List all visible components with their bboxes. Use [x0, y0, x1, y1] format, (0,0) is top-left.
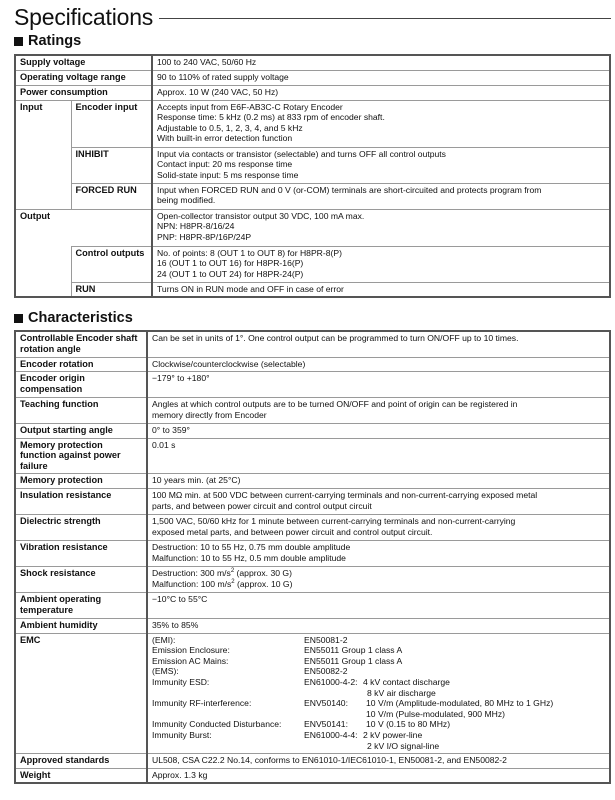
row-label: Input	[15, 100, 71, 209]
row-label: Weight	[15, 768, 147, 783]
row-sublabel: INHIBIT	[71, 147, 152, 183]
row-sublabel: RUN	[71, 282, 152, 297]
characteristics-heading	[14, 310, 133, 326]
table-row	[15, 55, 610, 70]
table-row	[15, 183, 610, 209]
row-value: Approx. 10 W (240 VAC, 50 Hz)	[152, 85, 610, 100]
row-sublabel: Control outputs	[71, 246, 152, 282]
row-label: Memory protection	[15, 474, 147, 489]
table-row	[15, 619, 610, 634]
page-title: Specifications	[14, 4, 154, 30]
row-label: Approved standards	[15, 754, 147, 769]
row-label: Operating voltage range	[15, 70, 152, 85]
table-row	[15, 567, 610, 593]
table-row	[15, 147, 610, 183]
row-value: Open-collector transistor output 30 VDC, 100 mA max. NPN: H8PR-8/16/24 PNP: H8PR-8P/16P/24P	[152, 209, 610, 246]
ratings-heading-text: Ratings	[28, 33, 82, 49]
row-value: Destruction: 10 to 55 Hz, 0.75 mm double amplitude Malfunction: 10 to 55 Hz, 0.5 mm double amplitude	[147, 541, 610, 567]
row-label: Ambient humidity	[15, 619, 147, 634]
table-row	[15, 282, 610, 297]
row-label: Ambient operating temperature	[15, 593, 147, 619]
emc-value	[147, 633, 610, 754]
row-value: 90 to 110% of rated supply voltage	[152, 70, 610, 85]
table-row	[15, 246, 610, 282]
table-row	[15, 768, 610, 783]
table-row-emc	[15, 633, 610, 754]
row-value: 100 MΩ min. at 500 VDC between current-carrying terminals and non-current-carrying exposed metal parts, and between power circuit and control output circuit	[147, 489, 610, 515]
table-row	[15, 398, 610, 424]
row-value: 10 years min. (at 25°C)	[147, 474, 610, 489]
table-row	[15, 70, 610, 85]
row-value: 0.01 s	[147, 438, 610, 474]
row-value: 0° to 359°	[147, 424, 610, 439]
row-label: Vibration resistance	[15, 541, 147, 567]
characteristics-table	[14, 330, 611, 784]
table-row	[15, 515, 610, 541]
row-value: Accepts input from E6F-AB3C-C Rotary Encoder Response time: 5 kHz (0.2 ms) at 833 rpm of encoder shaft. Adjustable to 0.5, 1, 2, 3, 4, and 5 kHz With built-in error detection function	[152, 100, 610, 147]
table-row	[15, 85, 610, 100]
row-sublabel: Encoder input	[71, 100, 152, 147]
table-row	[15, 424, 610, 439]
row-label: Supply voltage	[15, 55, 152, 70]
title-rule-divider	[159, 18, 611, 19]
table-row	[15, 438, 610, 474]
emc-grid: (EMI): EN50081-2 Emission Enclosure: EN55011 Group 1 class A Emission AC Mains: EN55011 Group 1 class A (EMS): EN50082-2 Immunity ESD: EN61000-4-2: 4 kV contact discharge 8 kV air discharge Immunity RF-interference: ENV50140: 10 V/m (Amplitude-modulated, 80 MHz to 1 GHz) 10 V/m (Pulse-modulated, 900 MHz) Immunity Conducted Disturbance: ENV50141: 10 V (0.15 to 80 MHz) Immunity Burst: EN61000-4-4: 2 kV power-line 2 kV I/O signal-line	[152, 634, 554, 751]
row-label: Memory protection function against power failure	[15, 438, 147, 474]
row-label: Insulation resistance	[15, 489, 147, 515]
table-row	[15, 754, 610, 769]
table-row	[15, 331, 610, 357]
row-value: Turns ON in RUN mode and OFF in case of error	[152, 282, 610, 297]
row-value: 35% to 85%	[147, 619, 610, 634]
ratings-heading	[14, 33, 81, 49]
square-bullet-icon	[14, 314, 23, 323]
square-bullet-icon	[14, 37, 23, 46]
row-value: Input via contacts or transistor (selectable) and turns OFF all control outputs Contact input: 20 ms response time Solid-state input: 5 ms response time	[152, 147, 610, 183]
row-value: Approx. 1.3 kg	[147, 768, 610, 783]
table-row	[15, 489, 610, 515]
page-title-row	[14, 0, 611, 34]
row-label: Output	[15, 209, 152, 246]
row-value: Can be set in units of 1°. One control output can be programmed to turn ON/OFF up to 10 times.	[147, 331, 610, 357]
row-label: Encoder origin compensation	[15, 372, 147, 398]
row-label: EMC	[15, 633, 147, 754]
table-row	[15, 209, 610, 246]
row-value: Clockwise/counterclockwise (selectable)	[147, 357, 610, 372]
table-row	[15, 357, 610, 372]
row-label: Dielectric strength	[15, 515, 147, 541]
row-value: 1,500 VAC, 50/60 kHz for 1 minute between current-carrying terminals and non-current-carrying exposed metal parts, and between power circuit and control output circuit.	[147, 515, 610, 541]
row-label: Teaching function	[15, 398, 147, 424]
row-label: Controllable Encoder shaft rotation angle	[15, 331, 147, 357]
row-value: Input when FORCED RUN and 0 V (or-COM) terminals are short-circuited and protects program from being modified.	[152, 183, 610, 209]
row-spacer	[15, 246, 71, 297]
table-row	[15, 474, 610, 489]
row-value: Destruction: 300 $m/s^2$ (approx. 30 G) Malfunction: 100 $m/s^2$ (approx. 10 G)	[147, 567, 610, 593]
characteristics-heading-text: Characteristics	[28, 310, 133, 326]
table-row	[15, 593, 610, 619]
row-label: Power consumption	[15, 85, 152, 100]
row-label: Shock resistance	[15, 567, 147, 593]
row-value: −179° to +180°	[147, 372, 610, 398]
row-value: Angles at which control outputs are to be turned ON/OFF and point of origin can be registered in memory directly from Encoder	[147, 398, 610, 424]
table-row	[15, 100, 610, 147]
table-row	[15, 541, 610, 567]
row-value: 100 to 240 VAC, 50/60 Hz	[152, 55, 610, 70]
ratings-table	[14, 54, 611, 298]
row-value: −10°C to 55°C	[147, 593, 610, 619]
row-sublabel: FORCED RUN	[71, 183, 152, 209]
row-value: No. of points: 8 (OUT 1 to OUT 8) for H8PR-8(P) 16 (OUT 1 to OUT 16) for H8PR-16(P) 24 (OUT 1 to OUT 24) for H8PR-24(P)	[152, 246, 610, 282]
row-value: UL508, CSA C22.2 No.14, conforms to EN61010-1/IEC61010-1, EN50081-2, and EN50082-2	[147, 754, 610, 769]
table-row	[15, 372, 610, 398]
row-label: Output starting angle	[15, 424, 147, 439]
row-label: Encoder rotation	[15, 357, 147, 372]
